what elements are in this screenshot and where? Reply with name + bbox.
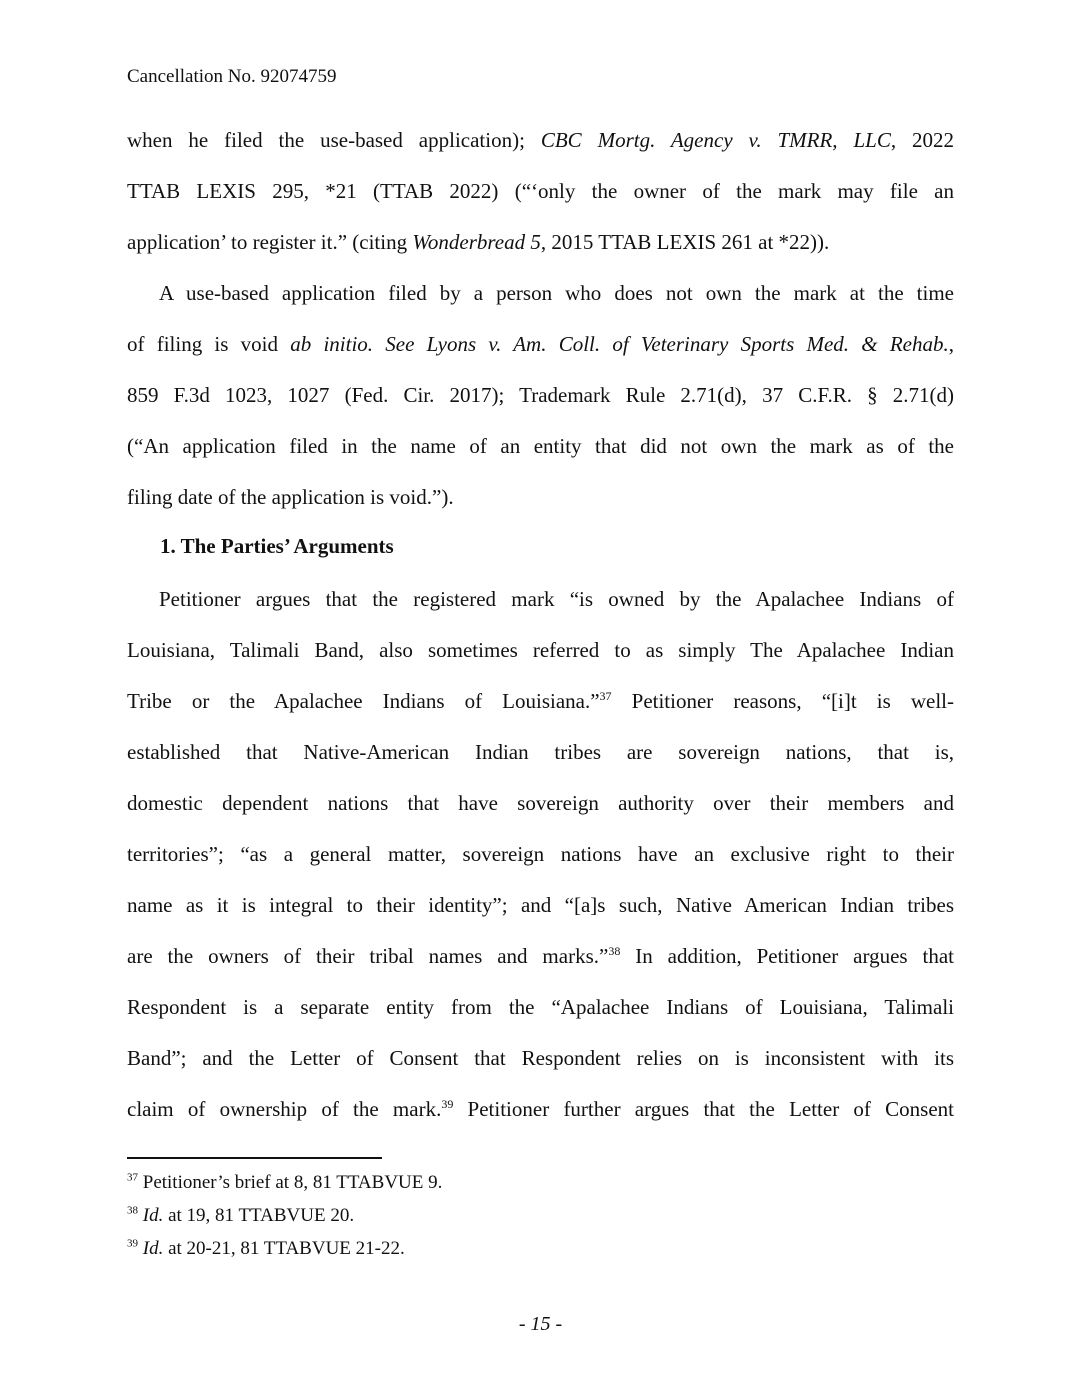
text-line: (“An application filed in the name of an entity that did not own the mark as of the [127, 434, 954, 458]
footnote-text: at 20-21, 81 TTABVUE 21-22. [163, 1238, 405, 1259]
text-run: , 2015 TTAB LEXIS 261 at *22)). [540, 230, 830, 254]
text-line: Band”; and the Letter of Consent that Respondent relies on is inconsistent with its [127, 1046, 954, 1070]
text-line: filing date of the application is void.”). [127, 485, 454, 509]
footnote-id-citation: Id. [142, 1238, 164, 1259]
text-run: application’ to register it.” (citing [127, 230, 413, 254]
footnote [127, 1234, 442, 1267]
section-heading: 1. The Parties’ Arguments [160, 534, 394, 558]
text-run: are the owners of their tribal names and marks.” [127, 944, 609, 968]
text-line [127, 217, 954, 268]
text-line: Louisiana, Talimali Band, also sometimes referred to as simply The Apalachee Indian [127, 638, 954, 662]
running-header: Cancellation No. 92074759 [127, 66, 337, 87]
page-number: - 15 - [518, 1313, 563, 1335]
footnote-ref: 38 [608, 944, 621, 958]
text-line: 859 F.3d 1023, 1027 (Fed. Cir. 2017); Trademark Rule 2.71(d), 37 C.F.R. § 2.71(d) [127, 383, 954, 407]
text-line: name as it is integral to their identity”; and “[a]s such, Native American Indian tribes [127, 893, 954, 917]
footnote-ref: 37 [599, 689, 612, 703]
body-text [127, 115, 954, 1135]
footnote [127, 1168, 442, 1201]
text-line: domestic dependent nations that have sovereign authority over their members and [127, 791, 954, 815]
footnote-number: 37 [127, 1171, 138, 1184]
text-run: when he filed the use-based application); [127, 128, 541, 152]
text-run: Petitioner further argues that the Letter of Consent [453, 1097, 954, 1121]
text-line [127, 931, 954, 982]
text-line [127, 1084, 954, 1135]
footnote-text: Petitioner’s brief at 8, 81 TTABVUE 9. [138, 1172, 443, 1193]
text-run: , [948, 332, 954, 356]
text-run: In addition, Petitioner argues that [620, 944, 954, 968]
text-line [127, 319, 954, 370]
footnotes [127, 1168, 442, 1267]
text-line: TTAB LEXIS 295, *21 (TTAB 2022) (“‘only the owner of the mark may file an [127, 179, 954, 203]
footnote-number: 39 [127, 1237, 138, 1250]
text-line: Petitioner argues that the registered mark “is owned by the Apalachee Indians of [159, 587, 954, 611]
text-run: , 2022 [890, 128, 954, 152]
footnote-id-citation: Id. [142, 1205, 164, 1226]
text-line [127, 676, 954, 727]
case-citation: CBC Mortg. Agency v. TMRR, LLC [540, 128, 891, 152]
footnote-number: 38 [127, 1204, 138, 1217]
text-run: Tribe or the Apalachee Indians of Louisiana.” [127, 689, 600, 713]
footnote-ref: 39 [441, 1097, 454, 1111]
case-citation: Wonderbread 5 [412, 230, 541, 254]
footnote [127, 1201, 442, 1234]
text-line: territories”; “as a general matter, sovereign nations have an exclusive right to their [127, 842, 954, 866]
footnote-divider [127, 1157, 382, 1159]
footnote-text: at 19, 81 TTABVUE 20. [163, 1205, 355, 1226]
text-line [127, 115, 954, 166]
text-line: established that Native-American Indian tribes are sovereign nations, that is, [127, 740, 954, 764]
text-run: Petitioner reasons, “[i]t is well- [611, 689, 954, 713]
text-line: A use-based application filed by a person who does not own the mark at the time [159, 281, 954, 305]
text-line: Respondent is a separate entity from the “Apalachee Indians of Louisiana, Talimali [127, 995, 954, 1019]
text-run: of filing is void [127, 332, 291, 356]
text-run: claim of ownership of the mark. [127, 1097, 442, 1121]
case-citation: ab initio. See Lyons v. Am. Coll. of Veterinary Sports Med. & Rehab. [290, 332, 949, 356]
